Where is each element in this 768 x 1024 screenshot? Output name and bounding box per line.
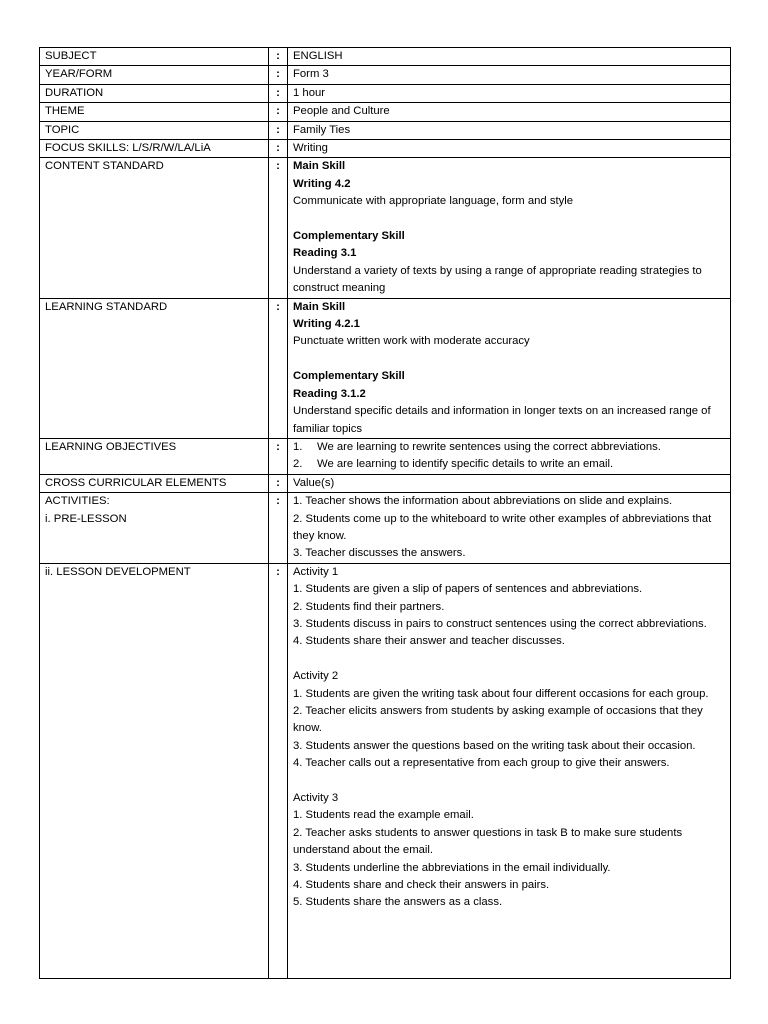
main-skill-code: Writing 4.2.1 [293,318,360,331]
row-learning-standard [40,298,731,438]
label-activities [40,493,269,564]
spacer [293,211,725,228]
activity-3-title: Activity 3 [293,792,339,804]
activity-1-title: Activity 1 [293,565,339,578]
row-content-standard [40,158,731,298]
spacer [293,351,725,368]
colon: : [269,48,288,66]
main-skill-text: Communicate with appropriate language, form and style [293,195,574,208]
step-item: 2. Students come up to the whiteboard to write other examples of abbreviations that they know. [293,512,712,542]
value-year-form: Form 3 [288,66,731,84]
colon: : [269,158,288,298]
step-item: 1. Students are given a slip of papers of sentences and abbreviations. [293,583,643,596]
activities-heading: ACTIVITIES: [45,495,110,508]
value-cross-curricular: Value(s) [288,474,731,492]
objective-item [293,456,725,473]
step-item: 3. Students discuss in pairs to construct sentences using the correct abbreviations. [293,617,707,630]
row-lesson-development [40,563,731,978]
row-topic [40,121,731,139]
step-item: 5. Students share the answers as a class. [293,896,503,909]
colon: : [269,84,288,102]
lesson-plan-table [39,47,731,979]
step-item: 1. Students are given the writing task about four different occasions for each group. [293,687,709,700]
value-theme: People and Culture [288,103,731,121]
colon: : [269,298,288,438]
step-item: 3. Teacher discusses the answers. [293,547,466,560]
label-lesson-development: ii. LESSON DEVELOPMENT [40,563,269,978]
row-year-form [40,66,731,84]
colon: : [269,103,288,121]
step-item: 3. Students underline the abbreviations in the email individually. [293,861,611,874]
step-item: 4. Students share their answer and teacher discusses. [293,635,565,648]
objective-text: We are learning to identify specific details to write an email. [317,458,614,471]
objectives-list [293,439,725,474]
main-skill-heading: Main Skill [293,160,346,173]
objective-number: 1. [293,440,303,453]
value-topic: Family Ties [288,121,731,139]
label-cross-curricular: CROSS CURRICULAR ELEMENTS [40,474,269,492]
complementary-skill-text: Understand a variety of texts by using a range of appropriate reading strategies to construct meaning [293,264,702,295]
step-item: 4. Teacher calls out a representative from each group to give their answers. [293,757,670,770]
row-focus-skills [40,140,731,158]
colon: : [269,140,288,158]
objective-text: We are learning to rewrite sentences using the correct abbreviations. [317,440,661,453]
step-item: 2. Teacher asks students to answer questions in task B to make sure students understand about the email. [293,826,683,857]
colon: : [269,438,288,474]
colon: : [269,474,288,492]
step-item: 2. Teacher elicits answers from students by asking example of occasions that they know. [293,704,703,735]
pre-lesson-heading: i. PRE-LESSON [45,512,127,525]
value-subject: ENGLISH [288,48,731,66]
main-skill-heading: Main Skill [293,300,346,313]
row-pre-lesson [40,493,731,564]
complementary-skill-heading: Complementary Skill [293,230,405,243]
value-focus-skills: Writing [288,140,731,158]
label-focus-skills: FOCUS SKILLS: L/S/R/W/LA/LiA [40,140,269,158]
colon: : [269,493,288,564]
row-subject [40,48,731,66]
value-pre-lesson [288,493,731,564]
activity-2-title: Activity 2 [293,670,339,683]
main-skill-code: Writing 4.2 [293,177,351,190]
label-duration: DURATION [40,84,269,102]
complementary-skill-text: Understand specific details and information in longer texts on an increased range of familiar topics [293,405,711,435]
label-learning-standard: LEARNING STANDARD [40,298,269,438]
step-item: 1. Students read the example email. [293,809,474,822]
main-skill-text: Punctuate written work with moderate accuracy [293,335,530,348]
label-year-form: YEAR/FORM [40,66,269,84]
label-content-standard: CONTENT STANDARD [40,158,269,298]
value-content-standard [288,158,731,298]
row-learning-objectives [40,438,731,474]
step-item: 4. Students share and check their answers in pairs. [293,879,550,892]
objective-number: 2. [293,458,303,471]
complementary-skill-code: Reading 3.1.2 [293,387,366,400]
objective-item [293,439,725,456]
label-subject: SUBJECT [40,48,269,66]
complementary-skill-code: Reading 3.1 [293,247,357,260]
step-item: 2. Students find their partners. [293,600,445,613]
value-lesson-development [288,563,731,978]
colon: : [269,563,288,978]
label-learning-objectives: LEARNING OBJECTIVES [40,438,269,474]
value-duration: 1 hour [288,84,731,102]
label-topic: TOPIC [40,121,269,139]
row-duration [40,84,731,102]
value-learning-objectives [288,438,731,474]
row-theme [40,103,731,121]
spacer [293,773,725,790]
complementary-skill-heading: Complementary Skill [293,370,405,383]
colon: : [269,66,288,84]
spacer [293,651,725,668]
value-learning-standard [288,298,731,438]
label-theme: THEME [40,103,269,121]
step-item: 1. Teacher shows the information about abbreviations on slide and explains. [293,495,673,508]
step-item: 3. Students answer the questions based on the writing task about their occasion. [293,739,696,752]
colon: : [269,121,288,139]
row-cross-curricular [40,474,731,492]
